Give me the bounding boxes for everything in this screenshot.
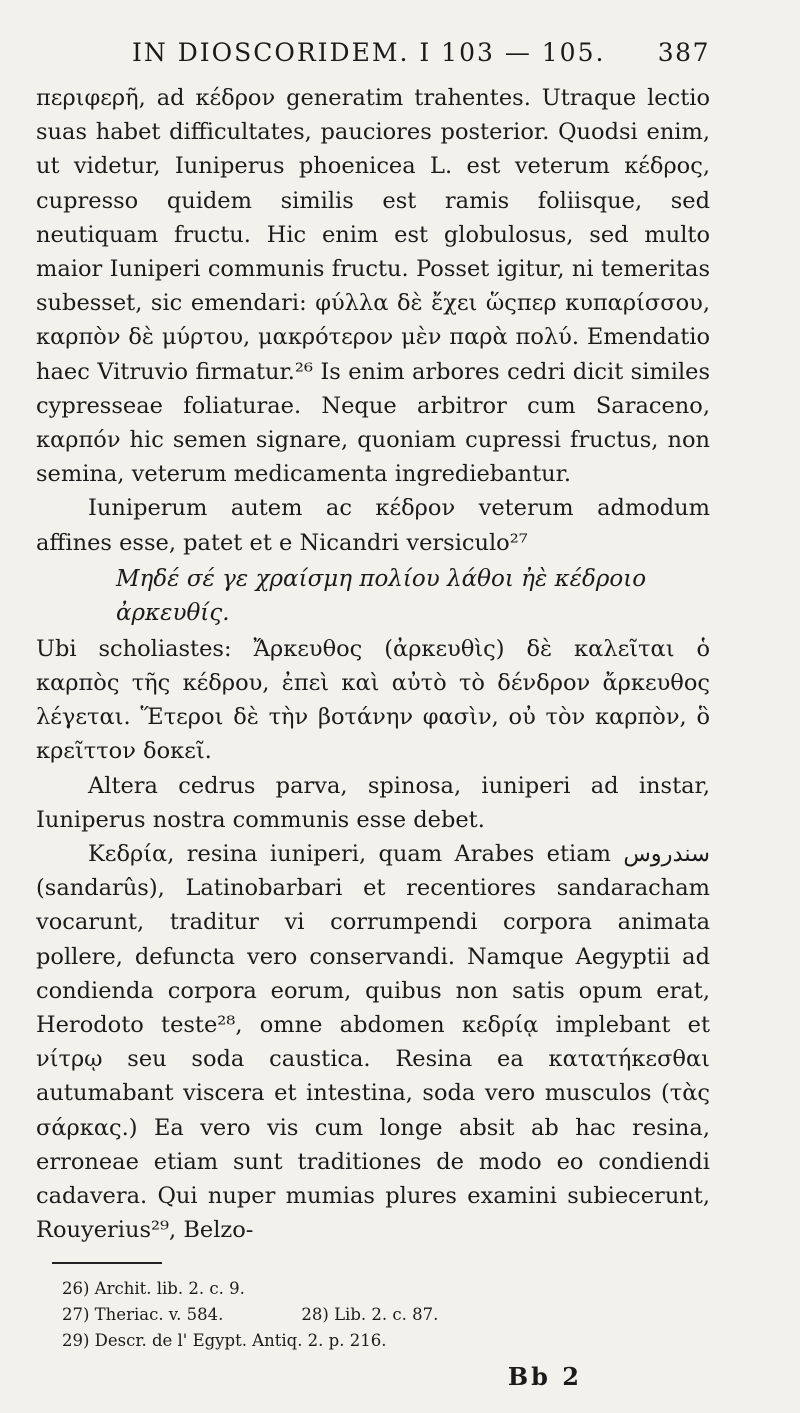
page-number: 387 [657,38,710,67]
paragraph-altera-cedrus: Altera cedrus parva, spinosa, iuniperi ad instar, Iuniperus nostra communis esse debet. [36,772,710,833]
verse-line-2: ἀρκευθίς. [116,599,230,626]
running-title: IN DIOSCORIDEM. I 103 — 105. [132,38,606,67]
signature-mark: Bb 2 [507,1362,582,1391]
footnotes [36,1276,710,1354]
footnote-29: 29) Descr. de l' Egypt. Antiq. 2. p. 216. [62,1330,387,1350]
running-head [132,38,710,67]
footnote-26: 26) Archit. lib. 2. c. 9. [62,1278,245,1298]
footnote-27: 27) Theriac. v. 584. [62,1304,224,1324]
verse-quote [116,562,710,630]
paragraph-scholiastes: Ubi scholiastes: Ἄρκευθος (ἀρκευθὶς) δὲ καλεῖται ὁ καρπὸς τῆς κέδρου, ἐπεὶ καὶ αὐτὸ τὸ δένδρον ἄρκευθος λέγεται. Ἕτεροι δὲ τὴν βοτάνην φασὶν, οὐ τὸν καρπὸν, ὃ κρεῖττον δοκεῖ. [36,635,710,765]
verse-line-1: Μηδέ σέ γε χραίσμη πολίου λάθοι ἠὲ κέδροιο [116,565,647,592]
paragraph-kedria: Κεδρία, resina iuniperi, quam Arabes etiam سندروس (sandarûs), Latinobarbari et recentiores sandaracham vocarunt, traditur vi corrumpendi corpora animata pollere, defuncta vero conservandi. Namque Aegyptii ad condienda corpora eorum, quibus non satis opum erat, Herodoto teste²⁸, omne abdomen κεδρίᾳ implebant et νίτρῳ seu soda caustica. Resina ea κατατήκεσθαι autumabant viscera et intestina, soda vero musculos (τὰς σάρκας.) Ea vero vis cum longe absit ab hac resina, erroneae etiam sunt traditiones de modo eo condiendi cadavera. Qui nuper mumias plures examini subiecerunt, Rouyerius²⁹, Belzo- [36,841,710,1244]
footnote-28: 28) Lib. 2. c. 87. [301,1304,439,1324]
body-text [36,81,710,1248]
footnote-rule [52,1262,162,1264]
paragraph-2: Iuniperum autem ac κέδρον veterum admodum affines esse, patet et e Nicandri versiculo²⁷ [36,495,710,556]
paragraph-1: περιφερῆ, ad κέδρον generatim trahentes. Utraque lectio suas habet difficultates, pauciores posterior. Quodsi enim, ut videtur, Iuniperus phoenicea L. est veterum κέδρος, cupresso quidem similis est ramis foliisque, sed neutiquam fructu. Hic enim est globulosus, sed multo maior Iuniperi communis fructu. Posset igitur, ni temeritas subesset, sic emendari: φύλλα δὲ ἔχει ὥςπερ κυπαρίσσου, καρπὸν δὲ μύρτου, μακρότερον μὲν παρὰ πολύ. Emendatio haec Vitruvio firmatur.²⁶ Is enim arbores cedri dicit similes cypresseae foliaturae. Neque arbitror cum Saraceno, καρπόν hic semen signare, quoniam cupressi fructus, non semina, veterum medicamenta ingrediebantur. [36,85,710,488]
footnote-row [62,1302,710,1328]
